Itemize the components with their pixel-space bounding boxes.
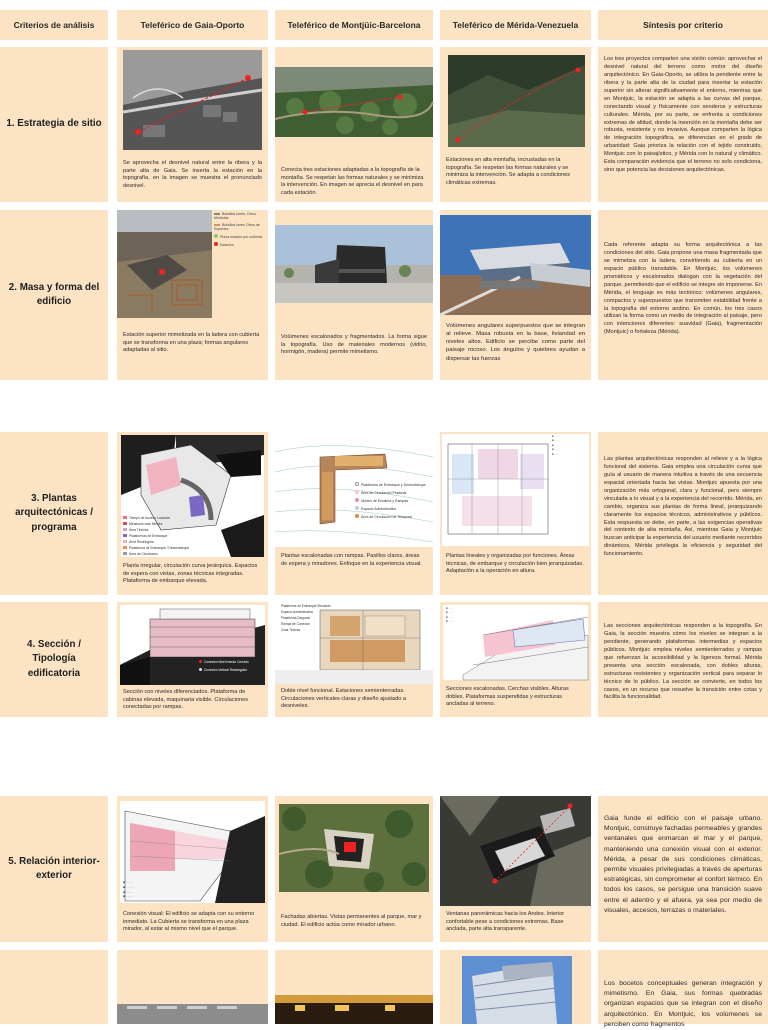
- gaia-plan-legend: [123, 516, 193, 556]
- montjuic-station-photo: [275, 225, 433, 303]
- section-tag: Conexión Vertical Rectangular: [199, 668, 249, 672]
- gaia-massing-photo: [117, 210, 212, 318]
- legend-item: Plataforma Diagonal: [281, 616, 310, 620]
- cell-r3-gaia: [117, 432, 268, 595]
- legend-item: Miradores más Mirales: [123, 522, 193, 526]
- section-tag: Conexión Nivel Interior Cerrado: [199, 660, 249, 664]
- montjuic-section-legend: [281, 604, 336, 632]
- montjuic-sketch: [275, 995, 433, 1024]
- legend-item: Área de Circulación de Temporal: [355, 514, 431, 519]
- legend-item: Espacio Administrativo: [355, 506, 431, 511]
- gaia-section-tags: [199, 660, 249, 672]
- legend-item: Núcleo de Escalera y Rampas: [355, 498, 431, 503]
- legend-item: Plataforma de Embarque y Desembarque: [355, 482, 431, 487]
- cell-r6-merida: [440, 950, 591, 1024]
- cell-r4-gaia: [117, 602, 268, 717]
- legend-item: Plataforma de Embarque Elevadas: [281, 604, 331, 608]
- criterion-6: [0, 950, 108, 1024]
- caption-r4-gaia: Sección con niveles diferenciados. Plataforma de cabinas elevada, maquinaria visible. Circulaciones conectadas por rampas.: [123, 689, 248, 711]
- merida-section-drawing: [443, 605, 588, 680]
- cell-r5-merida: [440, 796, 591, 942]
- legend-item: Bolsillos Iones, Cinco Mediolas: [214, 212, 257, 220]
- legend-item: Bolsillos Iones Otros de Soportes: [214, 223, 260, 231]
- cell-r5-montjuic: [275, 796, 433, 942]
- legend-item: Área Restringida: [123, 540, 193, 544]
- caption-r5-montjuic: Fachadas abiertas. Vistas permanentes al parque, mar y ciudad. El edificio actúa como mirador urbano.: [281, 914, 422, 928]
- montjuic-aerial-photo: [275, 67, 433, 137]
- criterion-3: 3. Plantas arquitectónicas / programa: [0, 432, 108, 595]
- header-criterios: Criterios de análisis: [0, 10, 108, 40]
- caption-r1-gaia: Se aprovecha el desnivel natural entre la ribera y la parte alta de Gaia. Se inserta la estación en la topografía, en la imagen se muestra el pronunciado desnivel.: [123, 160, 262, 190]
- legend-item: Rampa de Conexión: [281, 622, 311, 626]
- caption-r1-merida: Estaciones en alta montaña, incrustadas en la topografía. Se respetan las formas naturales y se minimiza la intervención. Se adapta a condiciones climáticas extremas.: [446, 157, 571, 187]
- legend-item: Zona Técnica: [281, 628, 301, 632]
- gaia-site-photo: [123, 50, 262, 150]
- gaia-interior-exterior-drawing: [120, 801, 265, 903]
- legend-item: Espacio Administrativo: [281, 610, 314, 614]
- caption-r3-montjuic: Plantas escalonadas con rampas. Pasillos claros, áreas de espera y miradores. Enfoque en la experiencia visual.: [281, 553, 422, 567]
- caption-r5-gaia: Conexión visual: El edificio se adapta con su entorno inmediato. La Cubierta se transforma en una plaza mirador, al estar al mismo nivel que el parque.: [123, 911, 255, 933]
- cell-r3-merida: [440, 432, 591, 595]
- legend-item: Área de Circulación Peatonal: [355, 490, 431, 495]
- cell-r5-gaia: [117, 796, 268, 942]
- merida-aerial-view: [440, 796, 591, 906]
- cell-r1-merida: [440, 47, 591, 202]
- header-gaia: Teleférico de Gaia-Oporto: [117, 10, 268, 40]
- criterion-4: 4. Sección / Tipología edificatoria: [0, 602, 108, 717]
- merida-section-legend: ■ ······ ■ ······ ■ ······ ■ ······: [446, 606, 455, 624]
- legend-item: Estación: [214, 242, 266, 247]
- merida-plan-legend: ■ ······ ■ ······ ■ ······ ■ ······ ■ ······: [552, 434, 561, 456]
- caption-r3-gaia: Planta irregular, circulación curva jerárquica. Espacios de espera con vistas, zonas técnicas integradas. Plataforma de embarque elevada.: [123, 563, 258, 585]
- synthesis-r3: Las plantas arquitectónicas responden al relieve y a la lógica funcional del sistema. Gaia emplea una circulación curva que guía al usuario de manera intuitiva a través de una secuencia espacial orientada hacia las vistas. Montjuic apuesta por una organización más ortogonal, clara y funcional, pero siempre vinculada a lo visual y a la experiencia del recorrido. Mérida, en cambio, organiza sus plantas de forma lineal, jerarquizando claramente los espacios técnicos, administrativos y públicos. Esta respuesta se debe, en parte, a las exigencias operativas del contexto de alta montaña. Así, mientras Gaia y Montjuic buscan anticipar la experiencia del usuario mediante recorridos dinámicos, Mérida privilegia la eficiencia y seguridad del funcionamiento.: [598, 432, 768, 595]
- synthesis-r6: Los bocetos conceptuales generan integración y mimetismo. En Gaia, sus formas quebradas organizan espacios que se integran con el diseño arquitectónico. En Montjuic, los volúmenes se perciben como fragmentos: [598, 950, 768, 1024]
- header-montjuic: Teleférico de Montjüic-Barcelona: [275, 10, 433, 40]
- synthesis-r2: Cada referente adapta su forma arquitectónica a las condiciones del sitio. Gaia propone una masa fragmentada que se mimetiza con la ladera, convirtiendo su cubierta en un espacio público transitable. En Montjuic, los volúmenes prismáticos y escalonados dialogan con la vegetación del parque, permitiendo que el edificio se integre sin imponerse. En Mérida, el lenguaje es más tectónico: volúmenes angulares, compactos y superpuestos que transmiten estabilidad frente a la topografía del entorno andino. En común, los tres casos utilizan la forma como un medio de integración al paisaje, pero con intenciones diferentes: suavidad (Gaia), fragmentación (Montjuic) o fortaleza (Mérida).: [598, 210, 768, 380]
- gaia-sketch: [117, 998, 268, 1024]
- criterion-2: 2. Masa y forma del edificio: [0, 210, 108, 380]
- cell-r2-gaia: [117, 210, 268, 380]
- cell-r6-gaia: [117, 950, 268, 1024]
- gaia-section-drawing: [120, 605, 265, 685]
- cell-r2-merida: [440, 210, 591, 380]
- caption-r2-montjuic: Volúmenes escalonados y fragmentados. La forma sigue la topografía. Uso de materiales modernos (vidrio, hormigón, madera) permite mimetismo.: [281, 334, 427, 356]
- cell-r1-gaia: [117, 47, 268, 202]
- gaia-ie-legend: ■ ········· ■ ········· ■ ········· ■ ·········: [123, 880, 134, 899]
- criterion-5: 5. Relación interior-exterior: [0, 796, 108, 942]
- legend-item: Plaza mirador por cubierta: [214, 234, 266, 239]
- synthesis-r5: Gaia funde el edificio con el paisaje urbano. Montjuic, construye fachadas permeables y grandes ventanales que enmarcan el mar y el parque, manteniendo una conexión visual con el exterior. Mérida, a pesar de sus condiciones climáticas, permite visuales privilegiadas a través de aperturas estratégicas, sin comprometer el confort térmico. En todos los casos, se persigue una transición suave entre el adentro y el afuera, ya sea por medio de visuales, accesos, terrazas o materiales.: [598, 796, 768, 942]
- header-sintesis: Síntesis por criterio: [598, 10, 768, 40]
- caption-r4-montjuic: Doble nivel funcional. Estaciones semienterradas. Circulaciones verticales claras y diseño ajustado a desniveles.: [281, 688, 406, 710]
- legend-item: Área Técnica: [123, 528, 193, 532]
- cell-r3-montjuic: [275, 432, 433, 595]
- caption-r4-merida: Secciones escalonadas. Cerchas visibles. Alturas dobles. Plataformas suspendidas y estructuras ancladas al terreno.: [446, 686, 569, 708]
- synthesis-r1: Los tres proyectos comparten una visión común: aprovechar el desnivel natural del terreno como motor del diseño arquitectónico. En Gaia-Oporto, se utiliza la pendiente entre la ribera y la parte alta de la ciudad para insertar la estación superior sin alterar significativamente el entorno, mientras que en Montjuic, la estación se adapta a las curvas del parque, conectando visual y físicamente con senderos y estructuras culturales. Mérida, por su parte, se enfrenta a condiciones extremas de altitud, donde la inserción en la montaña debe ser robusta, resistente y no invasiva. Aunque comparten la lógica de integración topográfica, se diferencian en el grado de urbanidad: Gaia prioriza la relación con el tejido construido, Montjuic con lo paisajístico, y Mérida con lo natural y climático. Esta comparación evidencia que el terreno no solo condiciona, sino que potencia las decisiones arquitectónicas.: [598, 47, 768, 202]
- header-merida: Teleférico de Mérida-Venezuela: [440, 10, 591, 40]
- cell-r6-montjuic: [275, 950, 433, 1024]
- cell-r4-merida: [440, 602, 591, 717]
- legend-item: Plataformas de Embarque: [123, 534, 193, 538]
- legend-item: Tiempo de Acceso Locación: [123, 516, 193, 520]
- synthesis-r4: Las secciones arquitectónicas responden a la topografía. En Gaia, la sección muestra cómo los niveles se integran a la pendiente, generando plataformas intermedias y espacios públicos. Montjuic emplea niveles semienterrados y rampas que refuerzan la accesibilidad y la ligereza formal. Mérida presenta una sección escalonada, con dobles alturas, estructuras resistentes y organización vertical para separar lo técnico de lo público. La sección se convierte, en todos los casos, en un recurso que resuelve la transición entre cotas y facilita la funcionalidad.: [598, 602, 768, 717]
- criterion-1: 1. Estrategia de sitio: [0, 47, 108, 202]
- merida-mountain-photo: [448, 55, 585, 147]
- gaia-massing-legend: [214, 212, 266, 247]
- merida-sketch: [462, 956, 572, 1024]
- caption-r2-gaia: Estación superior mimetizada en la ladera con cubierta que se transforma en una plaza; formas angulares adaptadas al sitio.: [123, 332, 260, 354]
- merida-station-photo: [440, 215, 591, 315]
- cell-r1-montjuic: [275, 47, 433, 202]
- caption-r1-montjuic: Conecta tres estaciones adaptadas a la topografía de la montaña. Se respetan las formas naturales y se minimiza la intervención. En imagen se aprecia el desnivel en para cada estación.: [281, 167, 424, 197]
- legend-item: Área de Circulación: [123, 552, 193, 556]
- cell-r4-montjuic: [275, 602, 433, 717]
- caption-r3-merida: Plantas lineales y organizadas por funciones. Áreas técnicas, de embarque y circulación bien jerarquizadas. Adaptación a la operación en altura.: [446, 553, 584, 575]
- montjuic-plan-legend: [355, 482, 431, 519]
- legend-item: Plataforma de Embarque / Desembarque: [123, 546, 193, 550]
- cell-r2-montjuic: [275, 210, 433, 380]
- montjuic-aerial-view: [279, 804, 429, 892]
- caption-r2-merida: Volúmenes angulares superpuestos que se integran al relieve. Masa robusta en la base, liviandad en niveles altos. Edificio se percibe como parte del paisaje rocoso. Los ángulos y quiebres ayudan a dispersar las fuerzas: [446, 323, 585, 362]
- caption-r5-merida: Ventanas panorámicas hacia los Andes. Interior confortable pese a condiciones extremas. Base anclada, parte alta transparente.: [446, 911, 565, 933]
